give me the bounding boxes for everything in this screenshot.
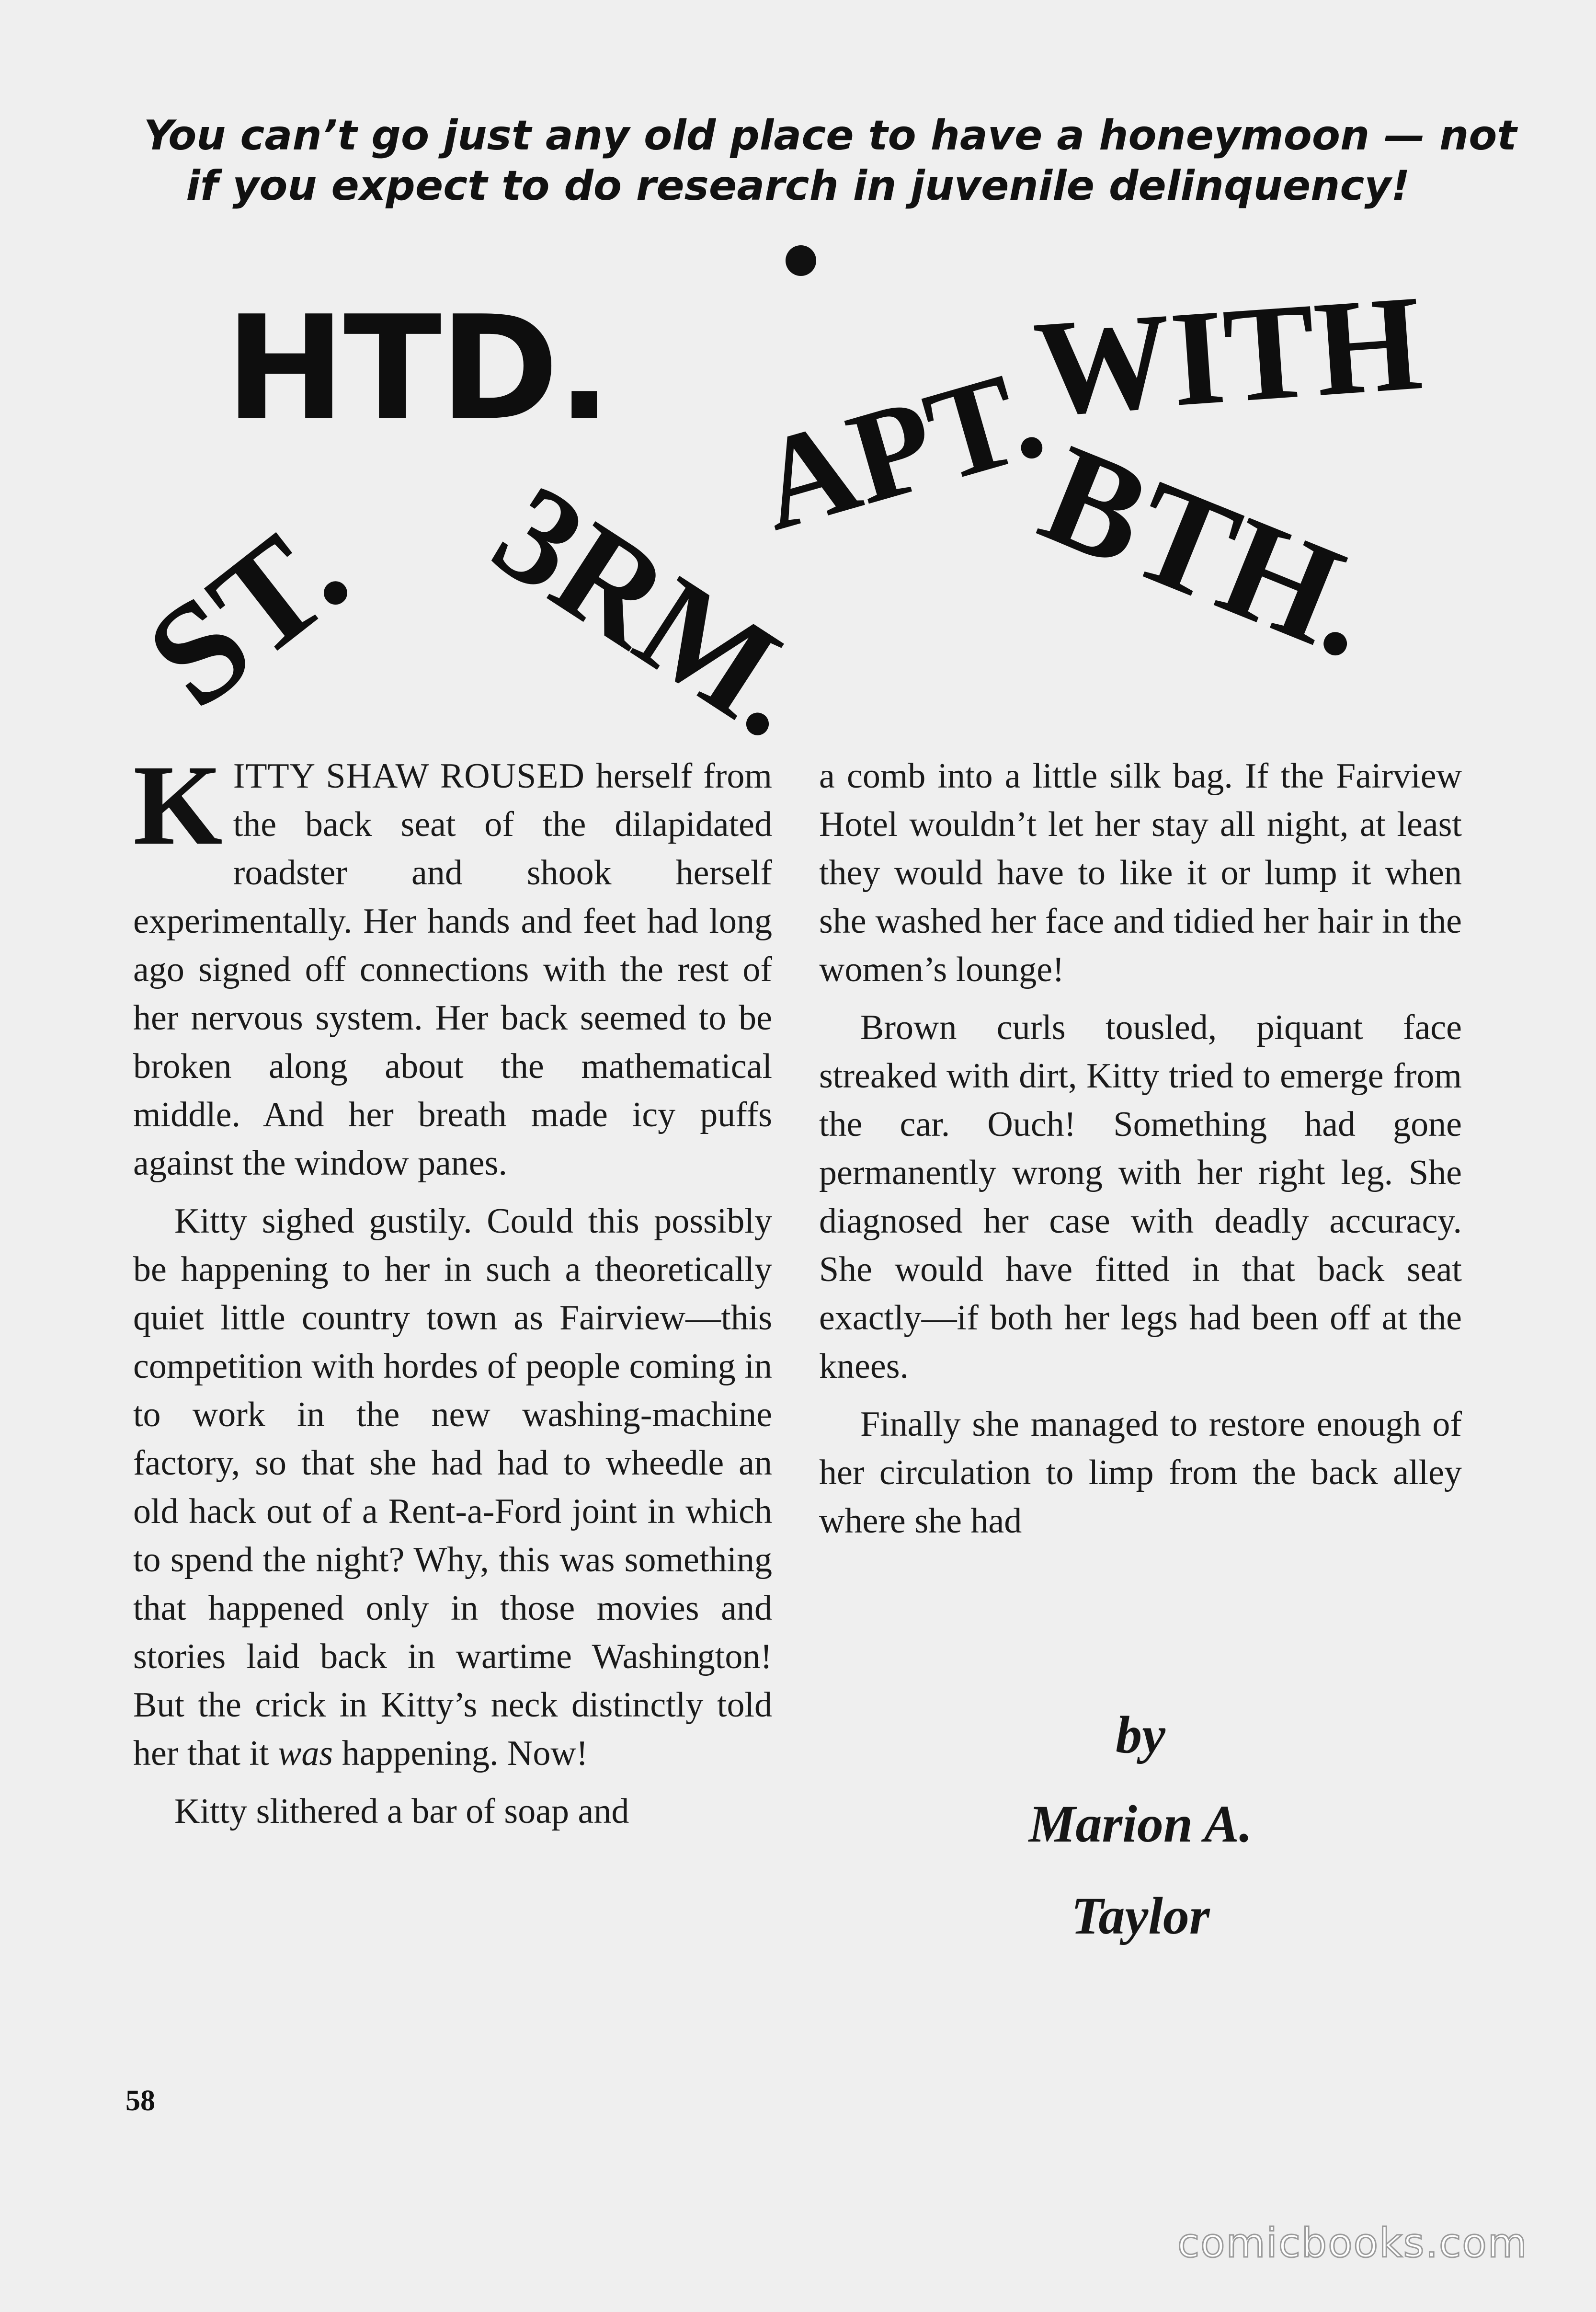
paragraph-1-text: herself from the back seat of the dilapidated roadster and shook herself experimentally. Her hands and feet had long ago signed off connections with the rest of her nervous system. Her back seemed to be broken along about the mathematical middle. And her breath made icy puffs against the window panes. — [133, 756, 772, 1183]
title-word-3rm: 3RM. — [469, 455, 834, 767]
story-column-right — [819, 752, 1462, 1545]
paragraph-2-emphasis: was — [278, 1734, 333, 1773]
story-paragraph-2 — [133, 1197, 772, 1778]
byline-author-first: Marion A. — [1028, 1795, 1253, 1853]
teaser-line-1: You can’t go just any old place to have a honeymoon — not — [144, 112, 1517, 160]
teaser-line-2: if you expect to do research in juvenile delinquency! — [186, 162, 1410, 210]
story-paragraph-3-start: Kitty slithered a bar of soap and — [174, 1792, 629, 1831]
story-paragraph-3-end: a comb into a little silk bag. If the Fairview Hotel wouldn’t let her stay all night, at least they would have to like it or lump it when she washed her face and tidied her hair in the women’s lounge! — [819, 756, 1462, 989]
paragraph-2-text-b: happening. Now! — [333, 1734, 588, 1773]
decorative-dot — [786, 245, 816, 276]
title-word-bth: BTH. — [1022, 413, 1396, 688]
page-number: 58 — [125, 2084, 155, 2117]
title-word-with: WITH — [1029, 266, 1426, 445]
title-word-apt: APT. — [742, 339, 1058, 559]
lead-caps: ITTY SHAW ROUSED — [233, 756, 585, 796]
story-paragraph-4: Brown curls tousled, piquant face streaked with dirt, Kitty tried to emerge from the car. Ouch! Something had gone permanently wrong with her right leg. She diagnosed her case with deadly accuracy. She would have fitted in that back seat exactly—if both her legs had been off at the knees. — [819, 1008, 1462, 1386]
byline-author-last: Taylor — [1071, 1887, 1210, 1945]
title-word-st: ST. — [118, 488, 375, 738]
byline-by: by — [1116, 1705, 1165, 1764]
story-column-left — [133, 741, 772, 1836]
paragraph-2-text-a: Kitty sighed gustily. Could this possibly be happening to her in such a theoretically quiet little country town as Fairview—this competition with hordes of people coming in to work in the new washing-machine factory, so that she had had to wheedle an old hack out of a Rent-a-Ford joint in which to spend the night? Why, this was something that happened only in those movies and stories laid back in wartime Washington! But the crick in Kitty’s neck distinctly told her that it — [133, 1202, 772, 1773]
title-word-htd: HTD. — [225, 285, 610, 452]
story-paragraph-1 — [133, 741, 772, 1188]
watermark: comicbooks.com — [1177, 2220, 1528, 2266]
story-paragraph-5: Finally she managed to restore enough of her circulation to limp from the back alley where she had — [819, 1405, 1462, 1541]
drop-cap: K — [133, 741, 223, 869]
